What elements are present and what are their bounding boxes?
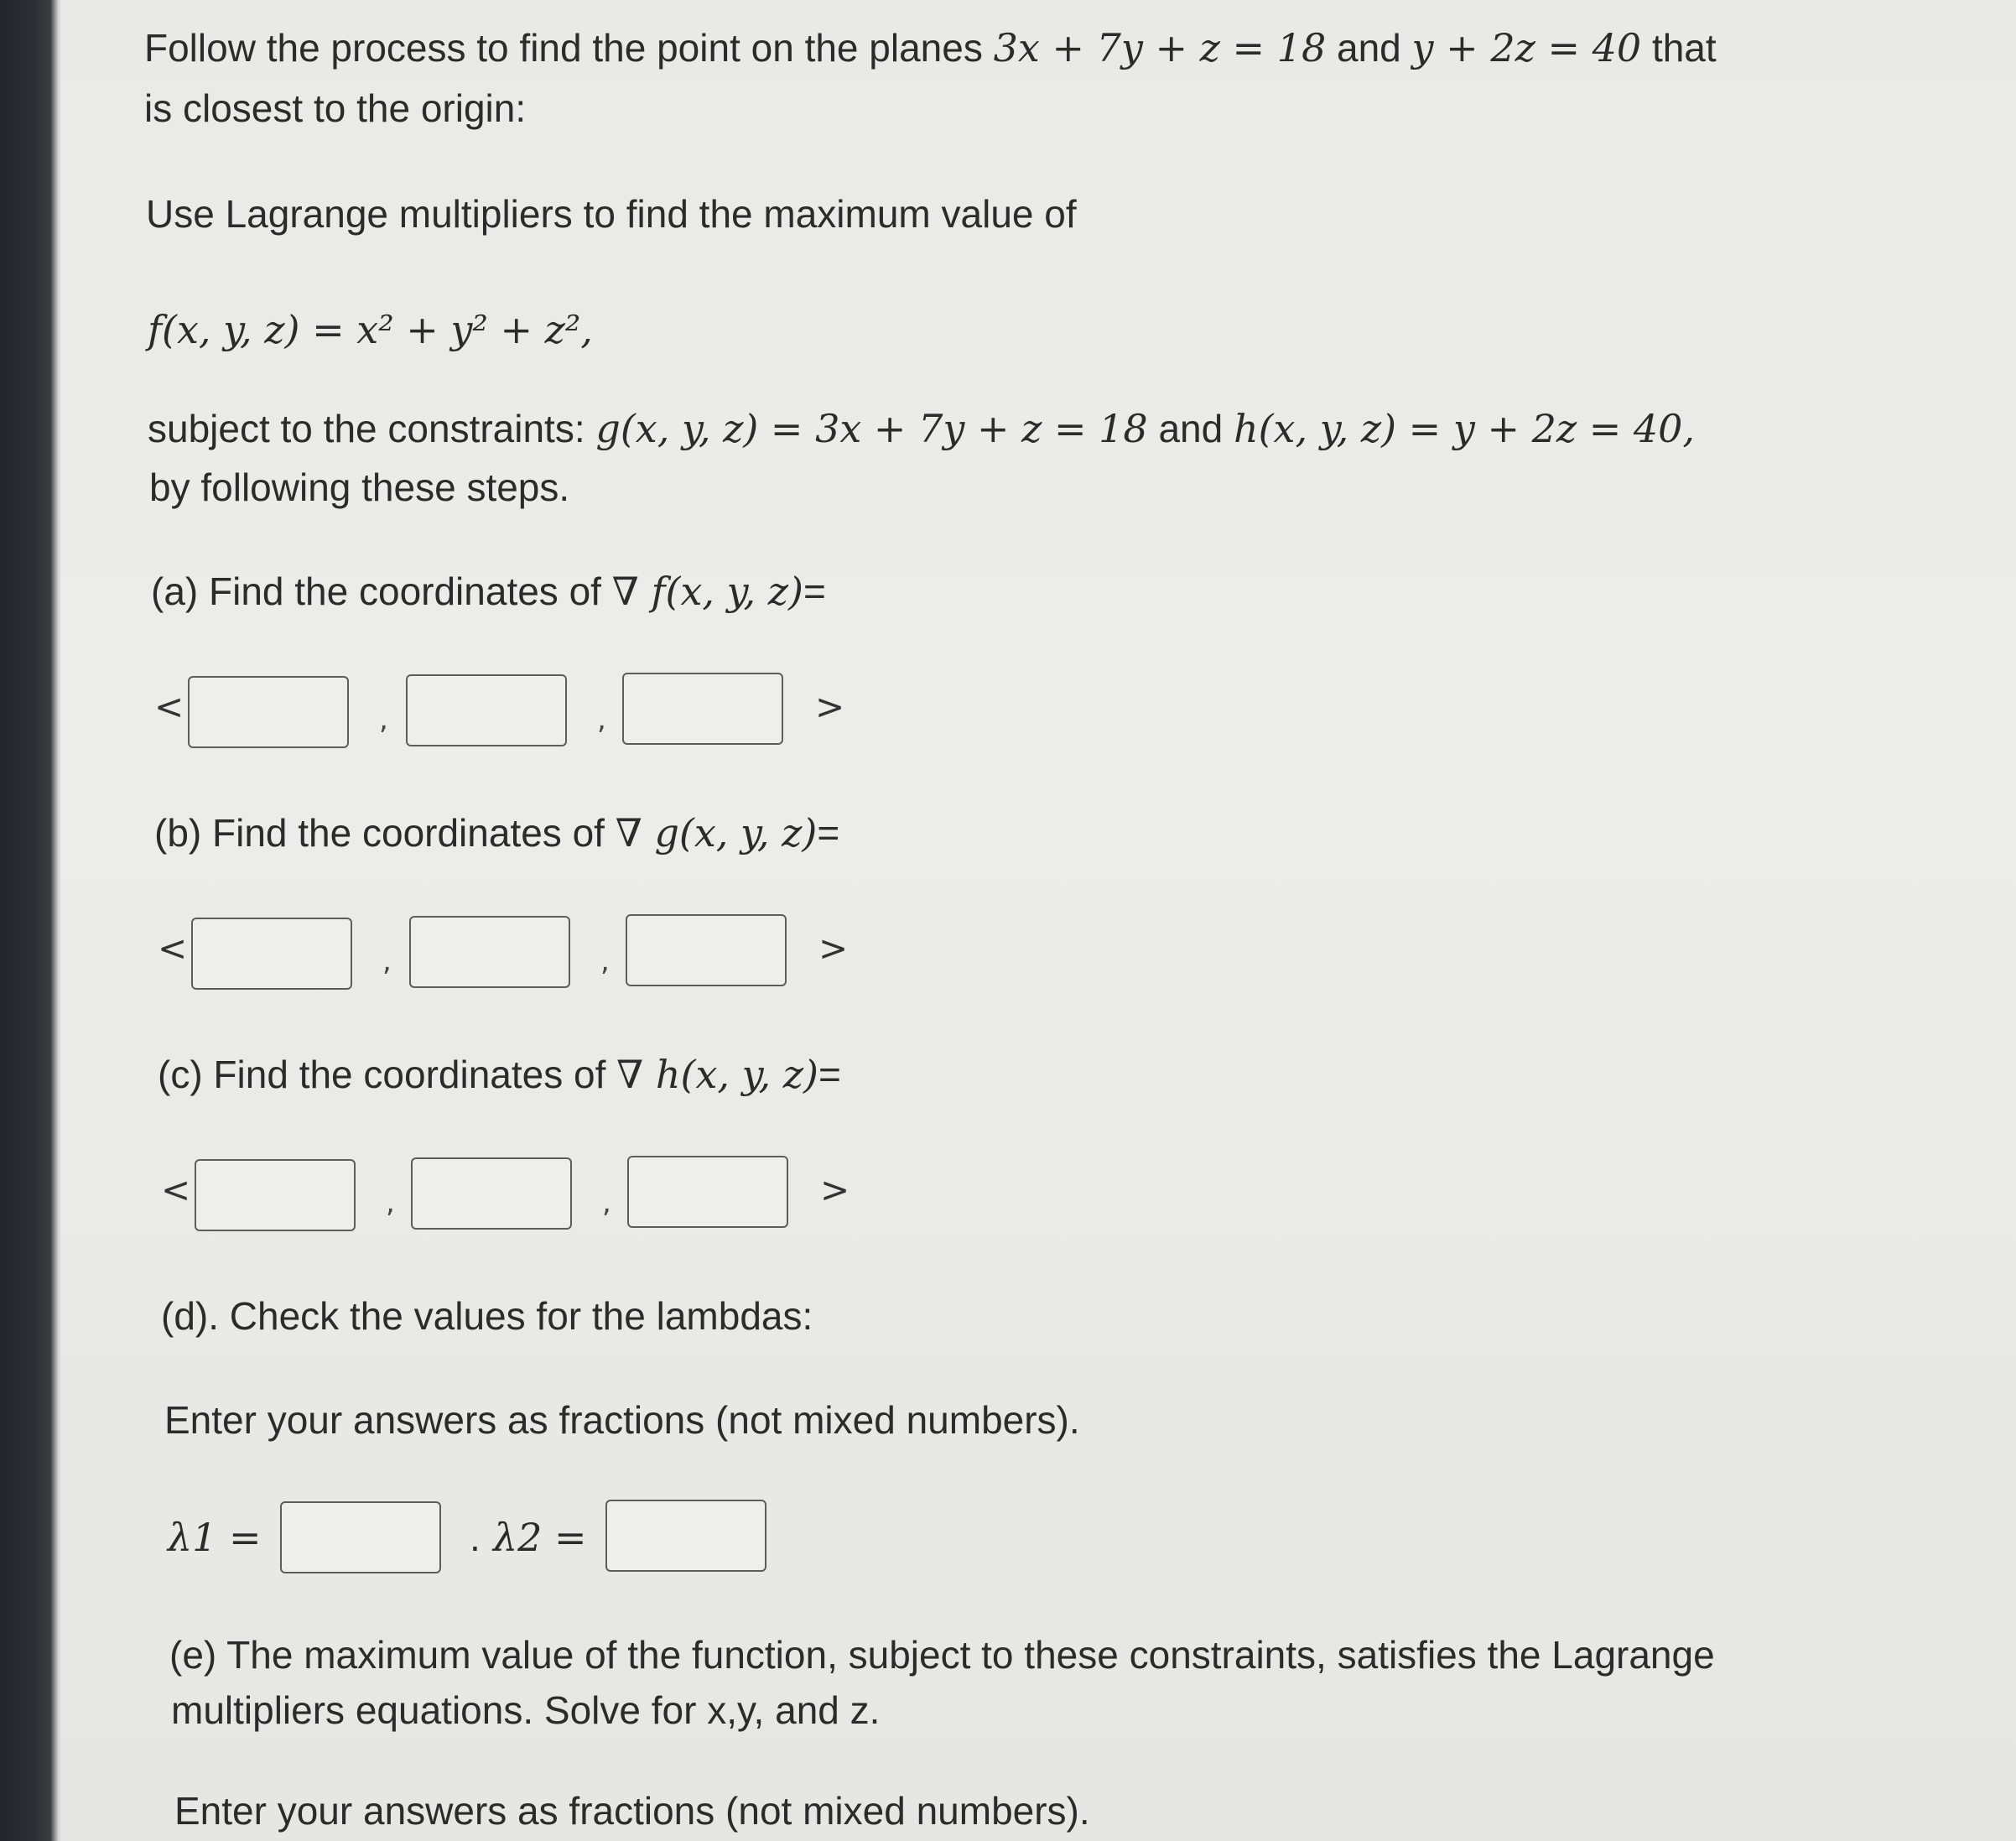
- grad-g-expression: ∇ g(x, y, z): [615, 810, 818, 855]
- intro-line-2: is closest to the origin:: [144, 86, 527, 130]
- part-a-label: (a) Find the coordinates of ∇ f(x, y, z)=: [151, 569, 826, 614]
- grad-h-z-input[interactable]: [627, 1156, 788, 1228]
- vector-open-bracket: <: [161, 1169, 191, 1210]
- vector-comma: ,: [379, 703, 388, 736]
- question-page: [60, 0, 2016, 1841]
- vector-comma: ,: [600, 944, 610, 978]
- lambda-2-label: λ2 =: [493, 1515, 587, 1560]
- grad-f-x-input[interactable]: [188, 676, 349, 748]
- lagrange-instruction: Use Lagrange multipliers to find the maximum value of: [146, 192, 1077, 236]
- lambda-1-input[interactable]: [280, 1501, 441, 1573]
- constraint-g: g(x, y, z) = 3x + 7y + z = 18: [595, 406, 1148, 451]
- vector-comma: ,: [382, 944, 392, 978]
- part-d-instruction: Enter your answers as fractions (not mixed numbers).: [164, 1398, 1080, 1442]
- grad-h-x-input[interactable]: [195, 1159, 356, 1231]
- part-e-line-2: multipliers equations. Solve for x,y, and z.: [171, 1688, 881, 1732]
- intro-line-1: Follow the process to find the point on the planes 3x + 7y + z = 18 and y + 2z = 40 that: [144, 25, 1717, 70]
- vector-comma: ,: [597, 703, 606, 736]
- grad-h-expression: ∇ h(x, y, z): [616, 1052, 818, 1097]
- vector-comma: ,: [602, 1186, 611, 1220]
- grad-h-y-input[interactable]: [411, 1157, 572, 1230]
- vector-open-bracket: <: [158, 928, 188, 969]
- part-e-instruction: Enter your answers as fractions (not mixed numbers).: [174, 1789, 1090, 1833]
- grad-g-y-input[interactable]: [409, 916, 570, 988]
- vector-close-bracket: >: [818, 928, 849, 969]
- vector-open-bracket: <: [154, 686, 184, 727]
- lambda-separator: .: [470, 1516, 481, 1559]
- grad-f-y-input[interactable]: [406, 674, 567, 746]
- vector-comma: ,: [386, 1186, 395, 1220]
- function-definition: f(x, y, z) = x² + y² + z²,: [148, 307, 593, 352]
- grad-g-x-input[interactable]: [191, 918, 352, 990]
- grad-f-z-input[interactable]: [622, 673, 783, 745]
- grad-g-z-input[interactable]: [626, 914, 787, 986]
- part-b-label: (b) Find the coordinates of ∇ g(x, y, z)=: [154, 810, 840, 855]
- constraint-h: h(x, y, z) = y + 2z = 40,: [1233, 406, 1696, 451]
- plane-1-equation: 3x + 7y + z = 18: [993, 25, 1327, 70]
- part-d-label: (d). Check the values for the lambdas:: [161, 1294, 813, 1338]
- part-c-label: (c) Find the coordinates of ∇ h(x, y, z)=: [158, 1052, 841, 1097]
- grad-f-expression: ∇ f(x, y, z): [611, 569, 803, 614]
- constraints-line: subject to the constraints: g(x, y, z) = 3x + 7y + z = 18 and h(x, y, z) = y + 2z = 40,: [148, 406, 1696, 451]
- lambda-2-input[interactable]: [605, 1500, 766, 1572]
- vector-close-bracket: >: [820, 1169, 850, 1210]
- constraints-suffix: by following these steps.: [149, 465, 570, 509]
- vector-close-bracket: >: [815, 686, 845, 727]
- lambda-1-label: λ1 =: [168, 1515, 262, 1560]
- part-e-line-1: (e) The maximum value of the function, subject to these constraints, satisfies the Lagrange: [169, 1633, 1715, 1677]
- plane-2-equation: y + 2z = 40: [1411, 25, 1642, 70]
